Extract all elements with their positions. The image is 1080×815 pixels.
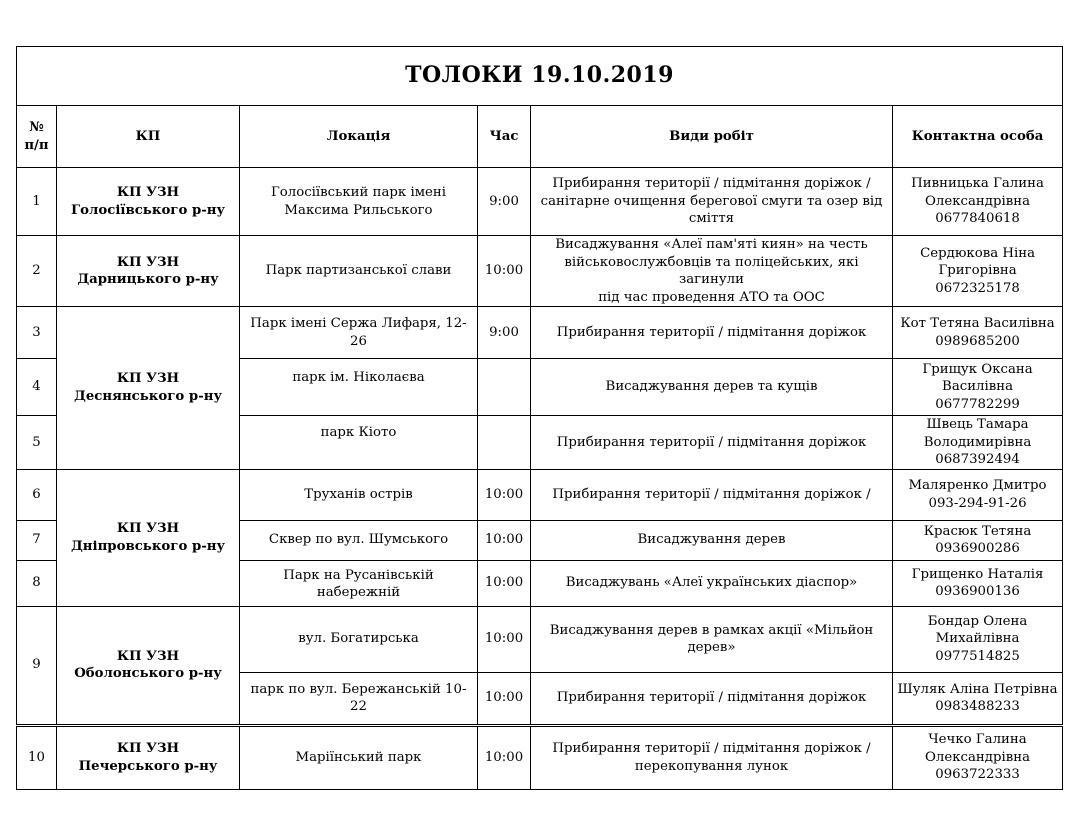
row-time: 10:00 — [478, 606, 531, 672]
row-time: 10:00 — [478, 520, 531, 560]
row-work: Висаджування «Алеї пам'яті киян» на честь військовослужбовців та поліцейських, які загинули під час проведення АТО та ООС — [531, 236, 893, 307]
row-num: 6 — [17, 469, 57, 520]
row-contact: Швець Тамара Володимирівна 0687392494 — [893, 416, 1063, 470]
table-row — [17, 725, 1063, 789]
row-contact: Грищенко Наталія 0936900136 — [893, 560, 1063, 606]
row-time — [478, 416, 531, 470]
row-num: 9 — [17, 606, 57, 725]
row-work: Висаджування дерев та кущів — [531, 359, 893, 416]
header-time: Час — [478, 106, 531, 168]
header-kp: КП — [57, 106, 240, 168]
row-work: Прибирання території / підмітання доріжок / — [531, 469, 893, 520]
row-work: Прибирання території / підмітання доріжок / санітарне очищення берегової смуги та озер від сміття — [531, 168, 893, 236]
row-num: 4 — [17, 359, 57, 416]
row-time: 10:00 — [478, 236, 531, 307]
row-time: 10:00 — [478, 560, 531, 606]
table-row — [17, 236, 1063, 307]
row-work: Висаджування дерев в рамках акції «Мільйон дерев» — [531, 606, 893, 672]
document-title: ТОЛОКИ 19.10.2019 — [17, 47, 1063, 106]
table-row — [17, 168, 1063, 236]
row-num: 7 — [17, 520, 57, 560]
row-num: 3 — [17, 307, 57, 359]
row-num: 5 — [17, 416, 57, 470]
row-num: 10 — [17, 725, 57, 789]
row-work: Прибирання території / підмітання доріжок — [531, 672, 893, 725]
row-num: 8 — [17, 560, 57, 606]
row-contact: Шуляк Аліна Петрівна 0983488233 — [893, 672, 1063, 725]
row-location: парк по вул. Бережанській 10-22 — [240, 672, 478, 725]
row-contact: Маляренко Дмитро 093-294-91-26 — [893, 469, 1063, 520]
row-work: Висаджування дерев — [531, 520, 893, 560]
row-location: парк ім. Ніколаєва — [240, 359, 478, 416]
header-location: Локація — [240, 106, 478, 168]
row-contact: Грищук Оксана Василівна 0677782299 — [893, 359, 1063, 416]
table-header-row — [17, 106, 1063, 168]
row-kp: КП УЗН Голосіївського р-ну — [57, 168, 240, 236]
row-time: 10:00 — [478, 725, 531, 789]
header-num: № п/п — [17, 106, 57, 168]
row-time — [478, 359, 531, 416]
table-row — [17, 606, 1063, 672]
header-contact: Контактна особа — [893, 106, 1063, 168]
row-kp: КП УЗН Оболонського р-ну — [57, 606, 240, 725]
document-page — [16, 46, 1062, 790]
row-contact: Сердюкова Ніна Григорівна 0672325178 — [893, 236, 1063, 307]
row-work: Прибирання території / підмітання доріжок / перекопування лунок — [531, 725, 893, 789]
row-work: Прибирання території / підмітання доріжок — [531, 307, 893, 359]
row-contact: Чечко Галина Олександрівна 0963722333 — [893, 725, 1063, 789]
row-location: Голосіївський парк імені Максима Рильського — [240, 168, 478, 236]
row-kp: КП УЗН Печерського р-ну — [57, 725, 240, 789]
header-work: Види робіт — [531, 106, 893, 168]
row-work: Прибирання території / підмітання доріжок — [531, 416, 893, 470]
row-time: 10:00 — [478, 672, 531, 725]
row-kp: КП УЗН Дарницького р-ну — [57, 236, 240, 307]
row-time: 9:00 — [478, 307, 531, 359]
row-time: 10:00 — [478, 469, 531, 520]
row-location: вул. Богатирська — [240, 606, 478, 672]
row-location: Сквер по вул. Шумського — [240, 520, 478, 560]
row-location: Парк імені Сержа Лифаря, 12-26 — [240, 307, 478, 359]
table-row — [17, 469, 1063, 520]
row-contact: Бондар Олена Михайлівна 0977514825 — [893, 606, 1063, 672]
row-location: Парк на Русанівській набережній — [240, 560, 478, 606]
row-num: 1 — [17, 168, 57, 236]
row-kp: КП УЗН Дніпровського р-ну — [57, 469, 240, 606]
row-work: Висаджувань «Алеї українських діаспор» — [531, 560, 893, 606]
row-kp: КП УЗН Деснянського р-ну — [57, 307, 240, 470]
row-time: 9:00 — [478, 168, 531, 236]
row-num: 2 — [17, 236, 57, 307]
events-table — [16, 46, 1063, 790]
row-contact: Кот Тетяна Василівна 0989685200 — [893, 307, 1063, 359]
row-location: Маріїнський парк — [240, 725, 478, 789]
row-contact: Красюк Тетяна 0936900286 — [893, 520, 1063, 560]
table-row — [17, 307, 1063, 359]
row-location: Труханів острів — [240, 469, 478, 520]
row-location: Парк партизанської слави — [240, 236, 478, 307]
row-contact: Пивницька Галина Олександрівна 0677840618 — [893, 168, 1063, 236]
row-location: парк Кіото — [240, 416, 478, 470]
